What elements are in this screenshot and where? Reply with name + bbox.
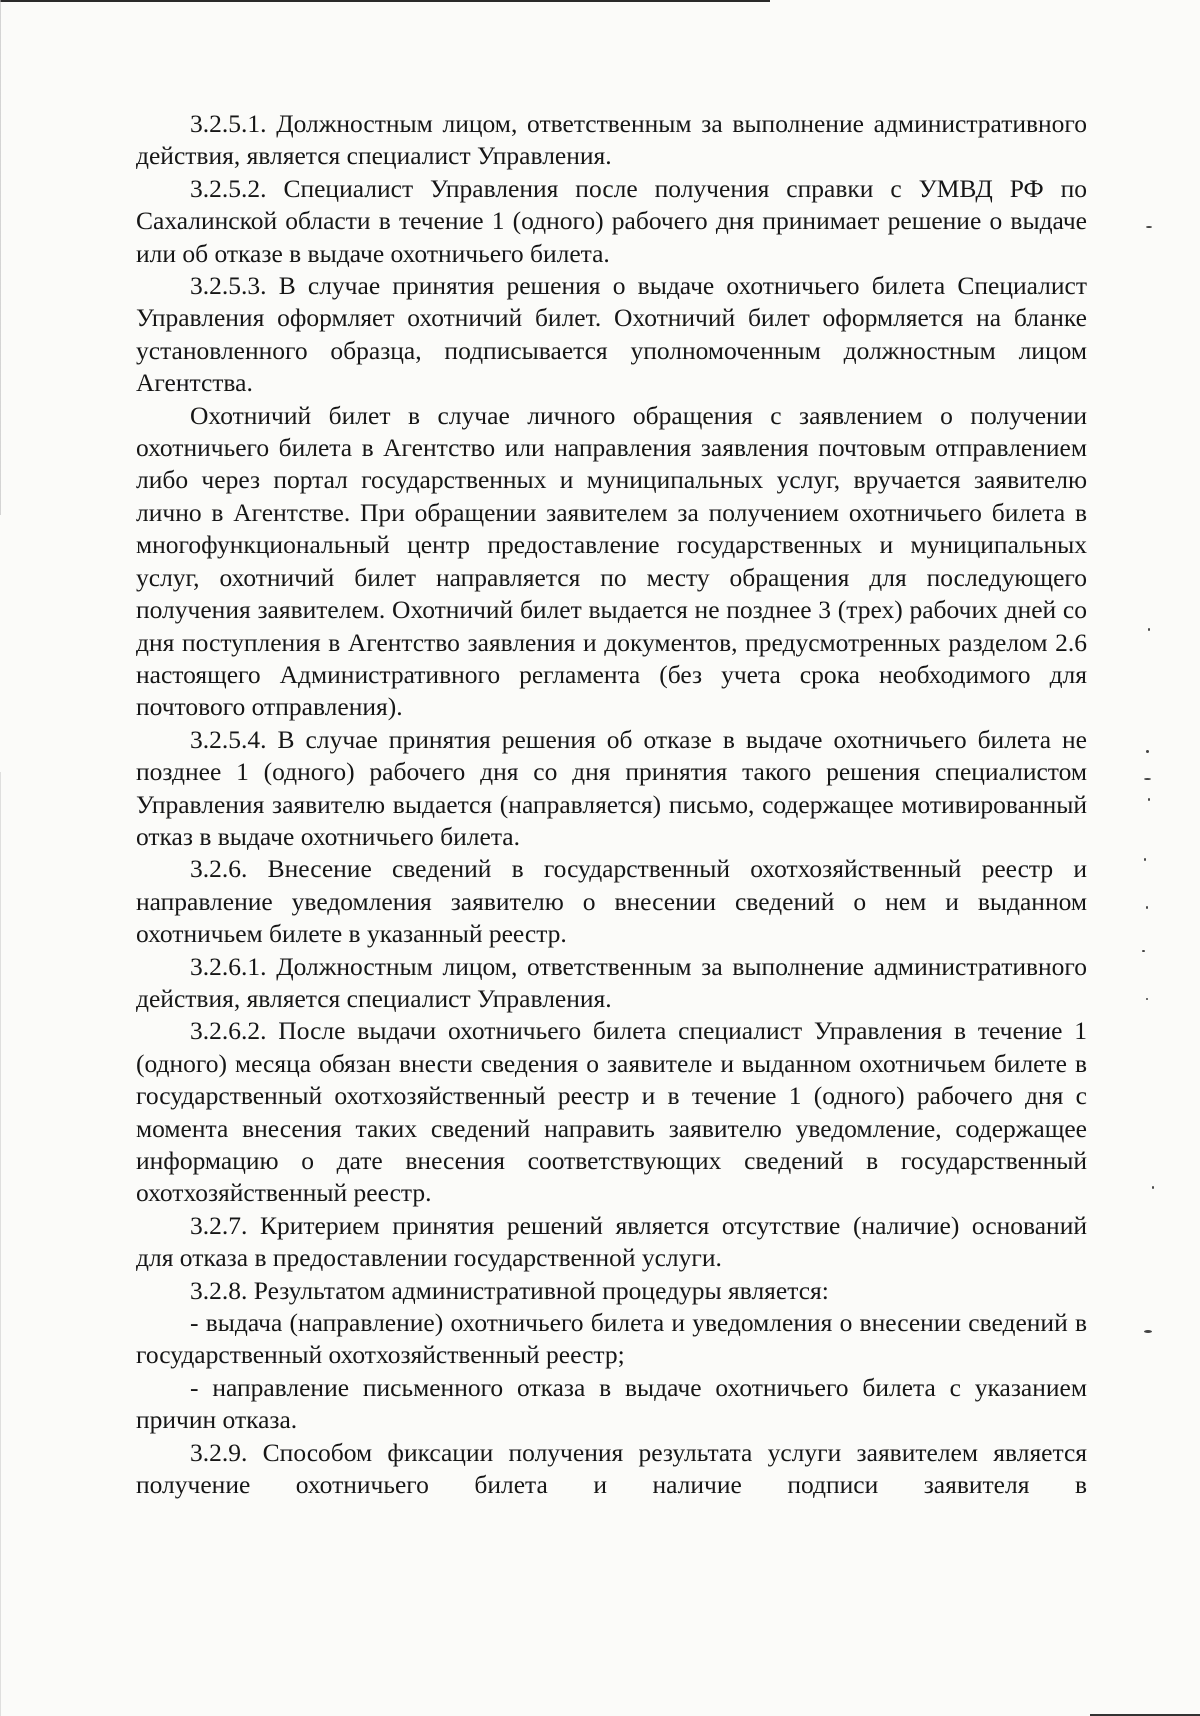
paragraph: 3.2.5.3. В случае принятия решения о выдаче охотничьего билета Специалист Управления оформляет охотничий билет. Охотничий билет оформляется на бланке установленного образца, подписывается уполномоченным должностным лицом Агентства. [136,271,1087,398]
scan-speck [1148,628,1150,631]
paragraph: 3.2.8. Результатом административной процедуры является: [190,1275,829,1305]
scan-speck [1148,798,1150,801]
scan-speck [1146,750,1149,753]
paragraph: 3.2.5.4. В случае принятия решения об отказе в выдаче охотничьего билета не позднее 1 (одного) рабочего дня со дня принятия такого решения специалистом Управления заявителю выдается (направляется) письмо, содержащее мотивированный отказ в выдаче охотничьего билета. [136,724,1087,851]
paragraph: 3.2.9. Способом фиксации получения результата услуги заявителем является получение охотничьего билета и наличие подписи заявителя в [136,1437,1087,1500]
scan-speck [1146,998,1148,1000]
paragraph: 3.2.6.1. Должностным лицом, ответственным за выполнение административного действия, является специалист Управления. [136,951,1087,1013]
paragraph: 3.2.5.1. Должностным лицом, ответственным за выполнение административного действия, является специалист Управления. [136,109,1087,171]
scan-speck [1152,1186,1154,1189]
scan-speck [1146,226,1152,228]
paragraph: - направление письменного отказа в выдаче охотничьего билета с указанием причин отказа. [136,1372,1087,1435]
scan-left-edge [0,0,1,1716]
paragraph: 3.2.6. Внесение сведений в государственный охотхозяйственный реестр и направление уведомления заявителю о внесении сведений о нем и выданном охотничьем билете в указанный реестр. [136,854,1087,949]
scan-top-edge [0,0,770,2]
paragraph: Охотничий билет в случае личного обращения с заявлением о получении охотничьего билета в Агентство или направления заявления почтовым отправлением либо через портал государственных и муниципальных услуг, вручается заявителю лично в Агентстве. При обращении заявителем за получением охотничьего билета в многофункциональный центр предоставление государственных и муниципальных услуг, охотничий билет направляется по месту обращения для последующего получения заявителем. Охотничий билет выдается не позднее 3 (трех) рабочих дней со дня поступления в Агентство заявления и документов, предусмотренных разделом 2.6 настоящего Административного регламента (без учета срока необходимого для почтового отправления). [136,400,1087,722]
paragraph: 3.2.5.2. Специалист Управления после получения справки с УМВД РФ по Сахалинской области в течение 1 (одного) рабочего дня принимает решение о выдаче или об отказе в выдаче охотничьего билета. [136,173,1087,268]
paragraph: 3.2.6.2. После выдачи охотничьего билета специалист Управления в течение 1 (одного) месяца обязан внести сведения о заявителе и выданном охотничьем билете в государственный охотхозяйственный реестр и в течение 1 (одного) рабочего дня с момента внесения таких сведений направить заявителю уведомление, содержащее информацию о дате внесения соответствующих сведений в государственный охотхозяйственный реестр. [136,1016,1087,1208]
paragraph: 3.2.7. Критерием принятия решений является отсутствие (наличие) оснований для отказа в предоставлении государственной услуги. [136,1210,1087,1273]
scan-speck [1144,1330,1152,1333]
document-body [136,108,1087,1501]
paragraph: - выдача (направление) охотничьего билета и уведомления о внесении сведений в государственный охотхозяйственный реестр; [136,1308,1087,1370]
scan-speck [1146,906,1148,909]
scan-speck [1144,778,1151,780]
scan-speck [1142,950,1145,952]
scan-speck [1144,858,1146,861]
